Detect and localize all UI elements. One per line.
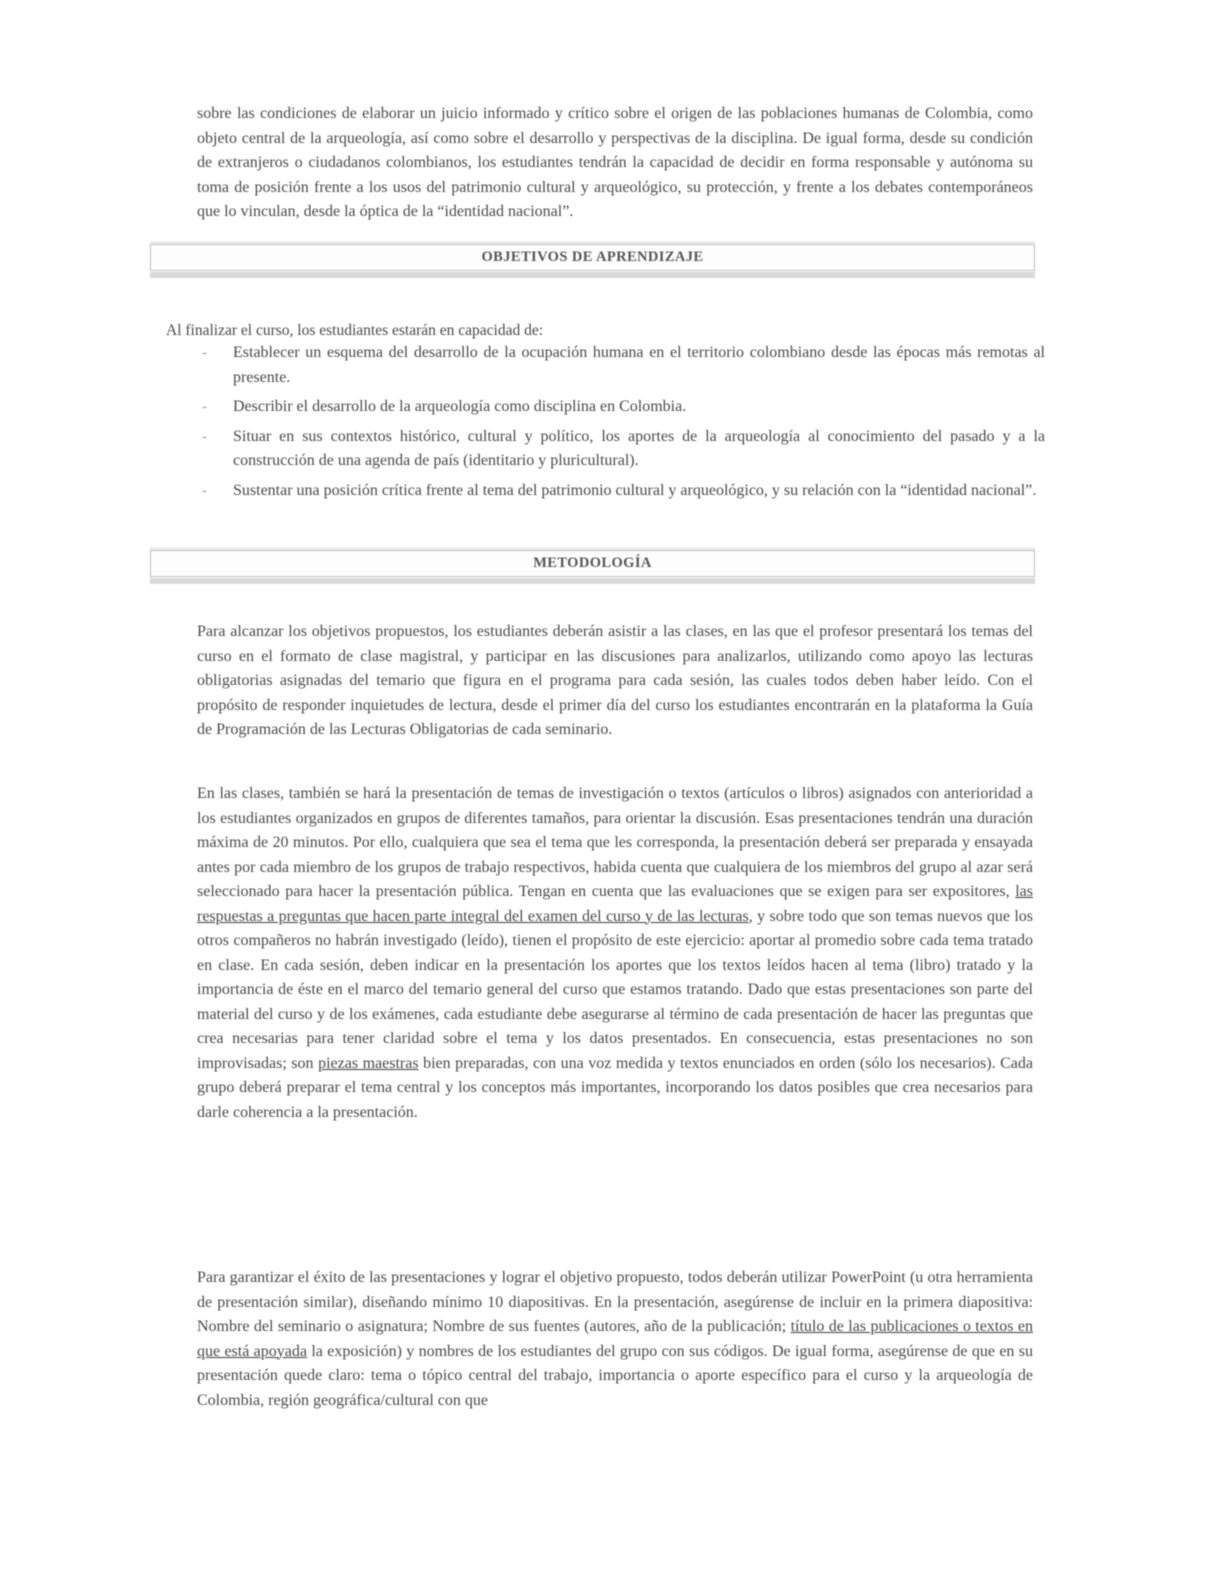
methodology-section-header — [150, 547, 1035, 584]
objectives-header-box — [150, 244, 1035, 271]
objectives-list — [200, 341, 1045, 508]
objectives-lead: Al finalizar el curso, los estudiantes estarán en capacidad de: — [166, 321, 544, 339]
header-bottom-strip — [150, 578, 1035, 584]
objectives-title: OBJETIVOS DE APRENDIZAJE — [481, 249, 704, 265]
objective-item-text: Sustentar una posición crítica frente al tema del patrimonio cultural y arqueológico, y su relación con la “identidad nacional”. — [233, 481, 1037, 499]
objective-item — [200, 479, 1045, 504]
objective-item — [200, 425, 1045, 474]
header-bottom-strip — [150, 272, 1035, 278]
bullet-dash-icon: - — [202, 428, 207, 445]
objective-item-text: Establecer un esquema del desarrollo de la ocupación humana en el territorio colombiano desde las épocas más remotas al presente. — [233, 344, 1045, 386]
methodology-title: METODOLOGÍA — [533, 555, 652, 571]
methodology-header-box — [150, 550, 1035, 577]
methodology-paragraph-3: Para garantizar el éxito de las presentaciones y lograr el objetivo propuesto, todos deberán utilizar PowerPoint (u otra herramienta de presentación similar), diseñando mínimo 10 diapositivas. En la presentación, asegúrense de incluir en la primera diapositiva: Nombre del seminario o asignatura; Nombre de sus fuentes (autores, año de la publicación; título de las publicaciones o textos en que está apoyada la exposición) y nombres de los estudiantes del grupo con sus códigos. De igual forma, asegúrense de que en su presentación quede claro: tema o tópico central del trabajo, importancia o aporte específico para el curso y la arqueología de Colombia, región geográfica/cultural con que — [197, 1269, 1034, 1409]
objective-item — [200, 341, 1045, 390]
bullet-dash-icon: - — [202, 399, 207, 415]
methodology-paragraph-2: En las clases, también se hará la presentación de temas de investigación o textos (artículos o libros) asignados con anterioridad a los estudiantes organizados en grupos de diferentes tamaños, para orientar la discusión. Esas presentaciones tendrán una duración máxima de 20 minutos. Por ello, cualquiera que sea el tema que les corresponda, la presentación deberá ser preparada y ensayada antes por cada miembro de los grupos de trabajo respectivos, habida cuenta que cualquiera de los miembros del grupo al azar será seleccionado para hacer la presentación pública. Tengan en cuenta que las evaluaciones que se exigen para ser expositores, las respuestas a preguntas que hacen parte integral del examen del curso y de las lecturas, y sobre todo que son temas nuevos que los otros compañeros no habrán investigado (leído), tienen el propósito de este ejercicio: aportar al promedio sobre cada tema tratado en clase. En cada sesión, deben indicar en la presentación los aportes que los textos leídos hacen al tema (libro) tratado y la importancia de éste en el marco del temario general del curso que estamos tratando. Dado que estas presentaciones son parte del material del curso y de los exámenes, cada estudiante debe asegurarse al término de cada presentación de hacer las preguntas que crea necesarias para tener claridad sobre el tema y los datos presentados. En consecuencia, estas presentaciones no son improvisadas; son piezas maestras bien preparadas, con una voz medida y textos enunciados en orden (sólo los necesarios). Cada grupo deberá preparar el tema central y los conceptos más importantes, incorporando los datos posibles que crea necesarios para darle coherencia a la presentación. — [197, 785, 1034, 1121]
objective-item-text: Situar en sus contextos histórico, cultural y político, los aportes de la arqueología al conocimiento del pasado y a la construcción de una agenda de país (identitario y pluricultural). — [233, 427, 1045, 469]
objectives-section-header — [150, 241, 1035, 278]
intro-paragraph: sobre las condiciones de elaborar un juicio informado y crítico sobre el origen de las poblaciones humanas de Colombia, como objeto central de la arqueología, así como sobre el desarrollo y perspectivas de la disciplina. De igual forma, desde su condición de extranjeros o ciudadanos colombianos, los estudiantes tendrán la capacidad de decidir en forma responsable y autónoma su toma de posición frente a los usos del patrimonio cultural y arqueológico, su protección, y frente a los debates contemporáneos que lo vinculan, desde la óptica de la “identidad nacional”. — [197, 105, 1033, 220]
methodology-paragraph-1: Para alcanzar los objetivos propuestos, los estudiantes deberán asistir a las clases, en las que el profesor presentará los temas del curso en el formato de clase magistral, y participar en las discusiones para analizarlos, utilizando como apoyo las lecturas obligatorias asignadas del temario que figura en el programa para cada sesión, las cuales todos deben haber leído. Con el propósito de responder inquietudes de lectura, desde el primer día del curso los estudiantes encontrarán en la plataforma la Guía de Programación de las Lecturas Obligatorias de cada seminario. — [197, 623, 1033, 738]
objective-item-text: Describir el desarrollo de la arqueología como disciplina en Colombia. — [233, 398, 687, 415]
objective-item — [200, 395, 1045, 420]
bullet-dash-icon: - — [202, 482, 207, 499]
bullet-dash-icon: - — [202, 345, 207, 361]
